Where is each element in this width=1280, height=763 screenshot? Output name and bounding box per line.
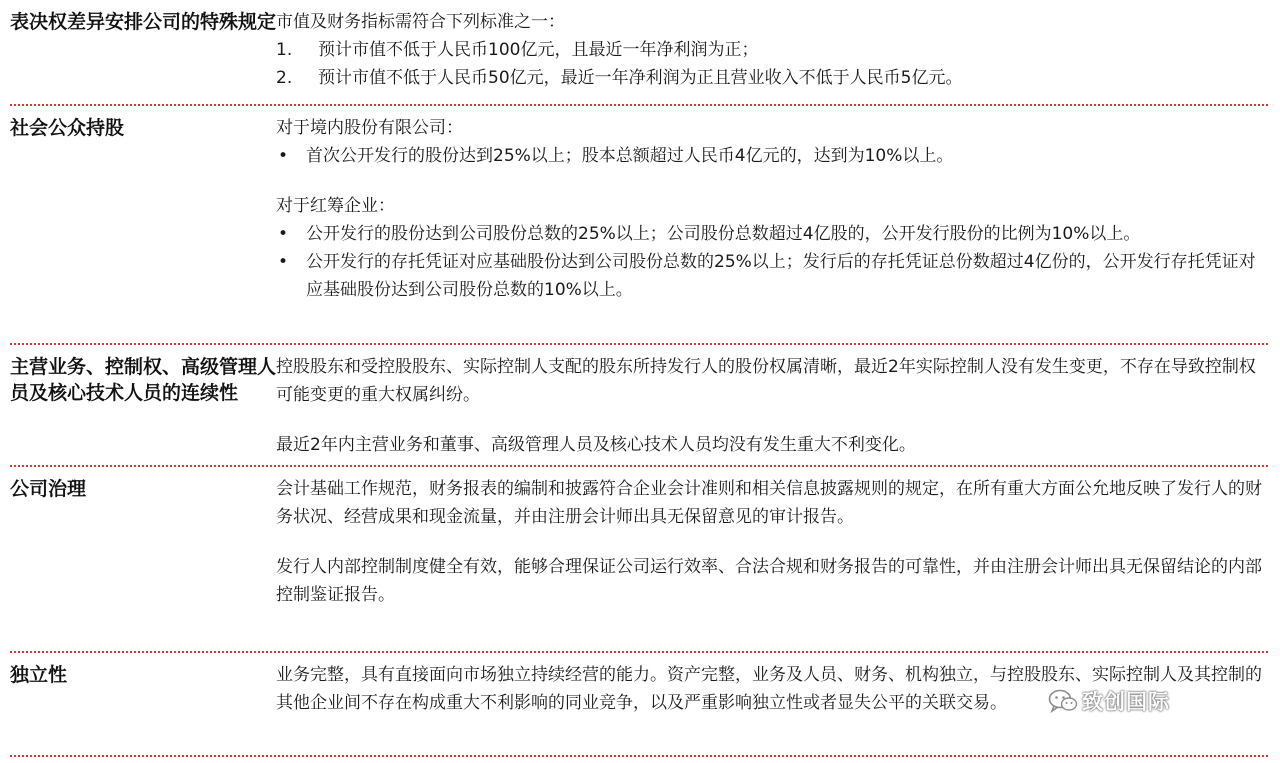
intro-text: 对于境内股份有限公司： (276, 118, 463, 138)
paragraph: 会计基础工作规范，财务报表的编制和披露符合企业会计准则和相关信息披露规则的规定，在所有重大方面公允地反映了发行人的财务状况、经营成果和现金流量，并由注册会计师出具无保留意见的审计报告。 (276, 479, 1262, 527)
spacer (276, 409, 1268, 431)
list-item (276, 220, 1268, 248)
list-item-text: 预计市值不低于人民币50亿元，最近一年净利润为正且营业收入不低于人民币5亿元。 (318, 68, 963, 88)
row-content (276, 0, 1268, 104)
row-label: 表决权差异安排公司的特殊规定 (10, 11, 277, 33)
spacer (276, 170, 1268, 192)
list-item (276, 36, 1268, 64)
row-label: 社会公众持股 (10, 117, 125, 139)
row-content (276, 345, 1268, 465)
list-item-text: 公开发行的股份达到公司股份总数的25%以上；公司股份总数超过4亿股的，公开发行股份的比例为10%以上。 (306, 224, 1141, 244)
list-number: 1. (276, 40, 293, 60)
row-content (276, 653, 1268, 755)
requirements-table (10, 0, 1268, 757)
row-label: 独立性 (10, 664, 68, 686)
row-label: 主营业务、控制权、高级管理人员及核心技术人员的连续性 (10, 356, 277, 404)
row-label: 公司治理 (10, 478, 87, 500)
table-row (10, 345, 1268, 467)
bullet-icon: • (278, 252, 289, 272)
table-row (10, 106, 1268, 345)
watermark-text: 致创国际 (1082, 690, 1170, 714)
list-item (276, 142, 1268, 170)
bullet-icon: • (278, 224, 289, 244)
row-content (276, 467, 1268, 651)
row-content (276, 106, 1268, 343)
bullet-icon: • (278, 146, 289, 166)
table-row (10, 467, 1268, 653)
list-item-text: 预计市值不低于人民币100亿元，且最近一年净利润为正； (318, 40, 759, 60)
list-item-text: 公开发行的存托凭证对应基础股份达到公司股份总数的25%以上；发行后的存托凭证总份数超过4亿份的，公开发行存托凭证对应基础股份达到公司股份总数的10%以上。 (306, 252, 1256, 300)
paragraph: 最近2年内主营业务和董事、高级管理人员及核心技术人员均没有发生重大不利变化。 (276, 435, 916, 455)
list-item (276, 248, 1268, 304)
paragraph: 控股股东和受控股股东、实际控制人支配的股东所持发行人的股份权属清晰，最近2年实际控制人没有发生变更，不存在导致控制权可能变更的重大权属纠纷。 (276, 357, 1256, 405)
table-row (10, 0, 1268, 106)
intro-text: 市值及财务指标需符合下列标准之一： (276, 12, 565, 32)
list-item-text: 首次公开发行的股份达到25%以上；股本总额超过人民币4亿元的，达到为10%以上。 (306, 146, 954, 166)
list-number: 2. (276, 68, 293, 88)
list-item (276, 64, 1268, 92)
paragraph: 发行人内部控制制度健全有效，能够合理保证公司运行效率、合法合规和财务报告的可靠性，并由注册会计师出具无保留结论的内部控制鉴证报告。 (276, 557, 1262, 605)
paragraph: 业务完整，具有直接面向市场独立持续经营的能力。资产完整，业务及人员、财务、机构独立，与控股股东、实际控制人及其控制的其他企业间不存在构成重大不利影响的同业竞争，以及严重影响独立性或者显失公平的关联交易。 (276, 665, 1262, 713)
table-row (10, 653, 1268, 757)
spacer (276, 531, 1268, 553)
intro-text: 对于红筹企业： (276, 196, 395, 216)
